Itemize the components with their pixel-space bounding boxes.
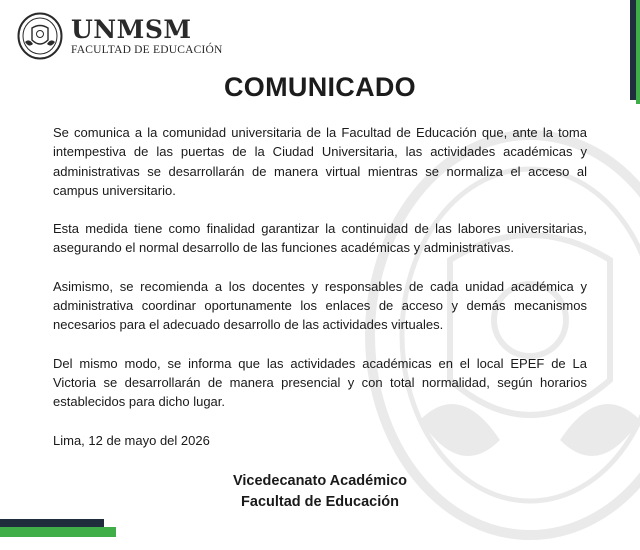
faculty-name: FACULTAD DE EDUCACIÓN bbox=[71, 43, 223, 56]
brand-text bbox=[71, 14, 223, 56]
bottom-navy-bar bbox=[0, 519, 104, 527]
issue-date: Lima, 12 de mayo del 2026 bbox=[53, 432, 210, 448]
page-title: COMUNICADO bbox=[224, 72, 416, 102]
paragraph: Esta medida tiene como finalidad garantizar la continuidad de las labores universitarias, asegurando el normal desarrollo de las funciones académicas y administrativas. bbox=[53, 221, 587, 256]
paragraph: Del mismo modo, se informa que las actividades académicas en el local EPEF de La Victoria se desarrollarán de manera presencial y con total normalidad, según horarios establecidos para dicho lugar. bbox=[53, 355, 587, 410]
signature-block bbox=[0, 471, 640, 513]
header-logo bbox=[17, 12, 223, 60]
signature-faculty: Facultad de Educación bbox=[241, 494, 399, 510]
institution-name: UNMSM bbox=[71, 14, 192, 44]
paragraph: Asimismo, se recomienda a los docentes y responsables de cada unidad académica y administrativa coordinar oportunamente los enlaces de acceso y demás mecanismos necesarios para el adecuado desarrollo de las actividades virtuales. bbox=[53, 278, 587, 333]
communique-body bbox=[53, 123, 587, 450]
bottom-green-bar bbox=[0, 527, 116, 537]
paragraph: Se comunica a la comunidad universitaria de la Facultad de Educación que, ante la toma intempestiva de las puertas de la Ciudad Universitaria, las actividades académicas y administrativas se desarrollarán de manera virtual mientras se normaliza el acceso al campus universitario. bbox=[53, 125, 587, 198]
unmsm-seal-icon bbox=[17, 12, 63, 60]
signature-office: Vicedecanato Académico bbox=[232, 473, 408, 489]
